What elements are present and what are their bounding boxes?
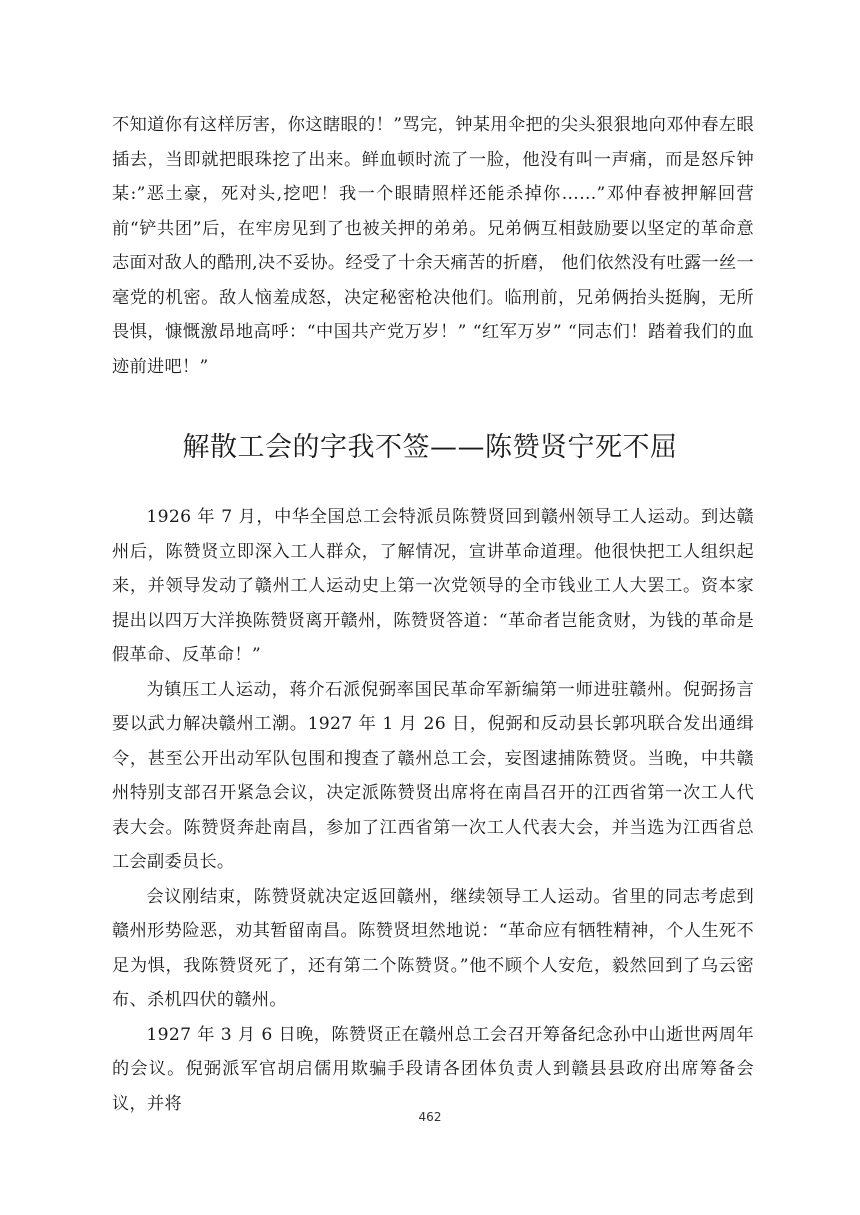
body-paragraph: 会议刚结束，陈赞贤就决定返回赣州，继续领导工人运动。省里的同志考虑到赣州形势险恶，劝其暂留南昌。陈赞贤坦然地说：“革命应有牺牲精神，个人生死不足为惧，我陈赞贤死了，还有第二个陈赞贤。”他不顾个人安危，毅然回到了乌云密布、杀机四伏的赣州。 [112,886,754,1010]
section-body [112,500,754,1121]
body-paragraph: 1926 年 7 月，中华全国总工会特派员陈赞贤回到赣州领导工人运动。到达赣州后，陈赞贤立即深入工人群众，了解情况，宣讲革命道理。他很快把工人组织起来，并领导发动了赣州工人运动史上第一次党领导的全市钱业工人大罢工。资本家提出以四万大洋换陈赞贤离开赣州，陈赞贤答道：“革命者岂能贪财，为钱的革命是假革命、反革命！” [112,507,754,665]
continuation-paragraph: 不知道你有这样厉害，你这瞎眼的！”骂完，钟某用伞把的尖头狠狠地向邓仲春左眼插去，当即就把眼珠挖了出来。鲜血顿时流了一脸，他没有叫一声痛，而是怒斥钟某:”恶土豪，死对头,挖吧！我一个眼睛照样还能杀掉你……”邓仲春被押解回营前“铲共团”后，在牢房见到了也被关押的弟弟。兄弟俩互相鼓励要以坚定的革命意志面对敌人的酷刑,决不妥协。经受了十余天痛苦的折磨， 他们依然没有吐露一丝一毫党的机密。敌人恼羞成怒，决定秘密枪决他们。临刑前，兄弟俩抬头挺胸，无所畏惧，慷慨激昂地高呼：“中国共产党万岁！” “红军万岁” “同志们！踏着我们的血迹前进吧！” [112,115,754,377]
body-paragraph: 1927 年 3 月 6 日晚，陈赞贤正在赣州总工会召开筹备纪念孙中山逝世两周年的会议。倪弼派军官胡启儒用欺骗手段请各团体负责人到赣县县政府出席筹备会议，并将 [112,1024,754,1114]
continuation-text [112,108,754,384]
section-title: 解散工会的字我不签——陈赞贤宁死不屈 [182,432,678,463]
page-number: 462 [418,1110,442,1124]
body-paragraph: 为镇压工人运动，蒋介石派倪弼率国民革命军新编第一师进驻赣州。倪弼扬言要以武力解决赣州工潮。1927 年 1 月 26 日，倪弼和反动县长郭巩联合发出通缉令，甚至公开出动军队包围和搜查了赣州总工会，妄图逮捕陈赞贤。当晚，中共赣州特别支部召开紧急会议，决定派陈赞贤出席将在南昌召开的江西省第一次工人代表大会。陈赞贤奔赴南昌，参加了江西省第一次工人代表大会，并当选为江西省总工会副委员长。 [112,679,754,872]
